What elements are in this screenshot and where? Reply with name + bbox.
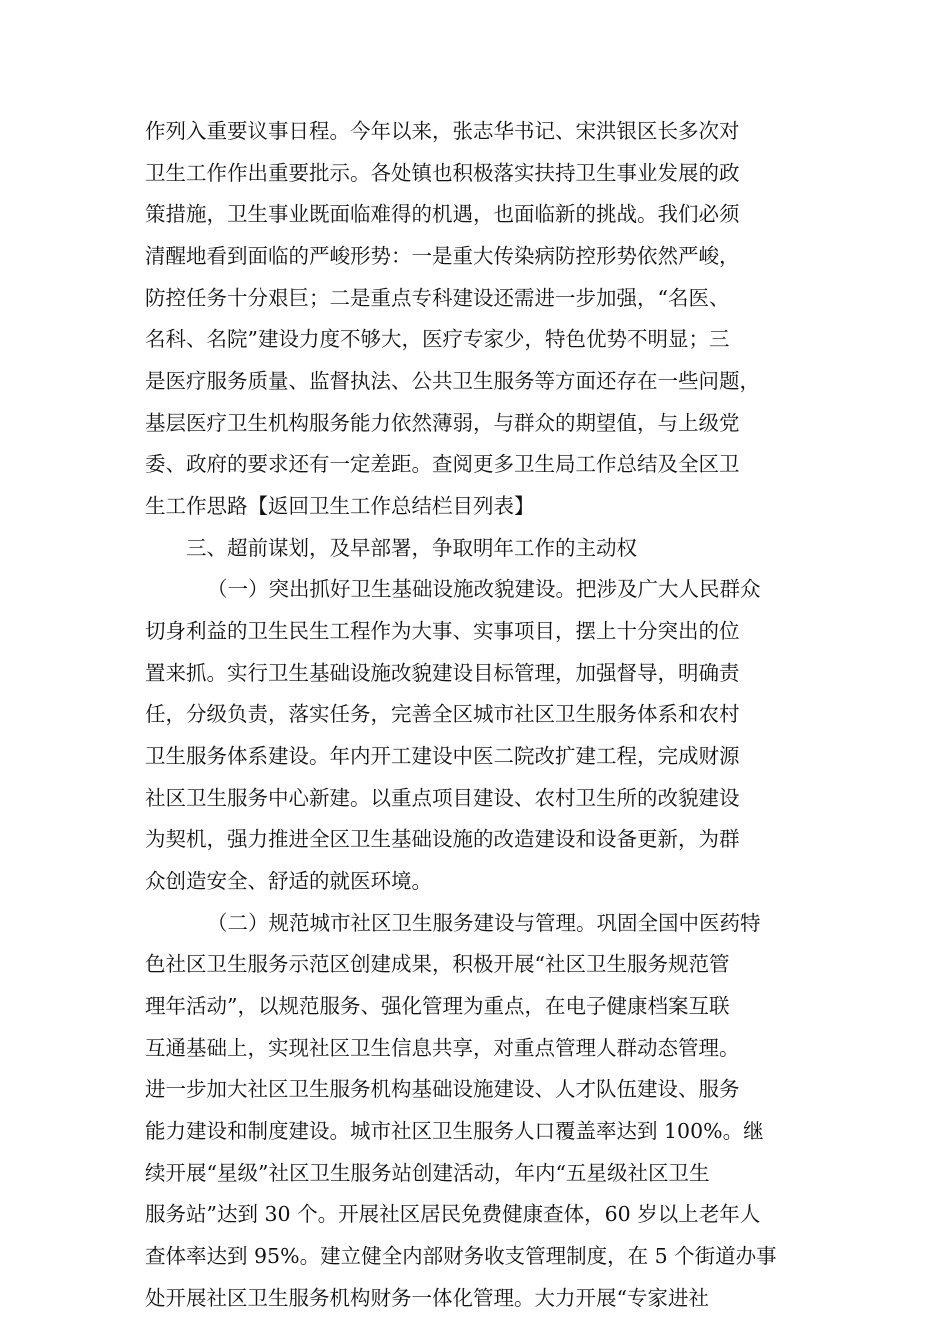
text-line: 任，分级负责，落实任务，完善全区城市社区卫生服务体系和农村 xyxy=(145,702,740,726)
text-line: 卫生工作作出重要批示。各处镇也积极落实扶持卫生事业发展的政 xyxy=(145,161,740,185)
text-line: 清醒地看到面临的严峻形势：一是重大传染病防控形势依然严峻， xyxy=(145,244,740,268)
text-line: 名科、名院”建设力度不够大，医疗专家少，特色优势不明显；三 xyxy=(145,327,730,351)
text-line: 互通基础上，实现社区卫生信息共享，对重点管理人群动态管理。 xyxy=(145,1036,740,1060)
text-line: 防控任务十分艰巨；二是重点专科建设还需进一步加强，“名医、 xyxy=(145,286,730,310)
text-line: 卫生服务体系建设。年内开工建设中医二院改扩建工程，完成财源 xyxy=(145,744,740,768)
text-line: 服务站”达到 30 个。开展社区居民免费健康查体，60 岁以上老年人 xyxy=(145,1202,761,1226)
text-line: 生工作思路【返回卫生工作总结栏目列表】 xyxy=(145,494,535,518)
text-line: 能力建设和制度建设。城市社区卫生服务人口覆盖率达到 100%。继 xyxy=(145,1119,764,1143)
text-line: 作列入重要议事日程。今年以来，张志华书记、宋洪银区长多次对 xyxy=(145,119,740,143)
text-line: 置来抓。实行卫生基础设施改貌建设目标管理，加强督导，明确责 xyxy=(145,661,740,685)
text-line: 理年活动”，以规范服务、强化管理为重点，在电子健康档案互联 xyxy=(145,994,730,1018)
text-line: 是医疗服务质量、监督执法、公共卫生服务等方面还存在一些问题， xyxy=(145,369,760,393)
text-line: 查体率达到 95%。建立健全内部财务收支管理制度，在 5 个街道办事 xyxy=(145,1244,777,1268)
paragraph-start-line: （一）突出抓好卫生基础设施改貌建设。把涉及广大人民群众 xyxy=(207,577,761,601)
text-line: 社区卫生服务中心新建。以重点项目建设、农村卫生所的改貌建设 xyxy=(145,786,740,810)
text-line: 委、政府的要求还有一定差距。查阅更多卫生局工作总结及全区卫 xyxy=(145,452,740,476)
text-line: 色社区卫生服务示范区创建成果，积极开展“社区卫生服务规范管 xyxy=(145,952,730,976)
text-line: 续开展“星级”社区卫生服务站创建活动，年内“五星级社区卫生 xyxy=(145,1161,710,1185)
text-line: 为契机，强力推进全区卫生基础设施的改造建设和设备更新，为群 xyxy=(145,827,740,851)
section-heading: 三、超前谋划，及早部署，争取明年工作的主动权 xyxy=(186,536,637,560)
text-line: 策措施，卫生事业既面临难得的机遇，也面临新的挑战。我们必须 xyxy=(145,202,740,226)
paragraph-start-line: （二）规范城市社区卫生服务建设与管理。巩固全国中医药特 xyxy=(207,911,761,935)
text-line: 基层医疗卫生机构服务能力依然薄弱，与群众的期望值，与上级党 xyxy=(145,411,740,435)
text-line: 切身利益的卫生民生工程作为大事、实事项目，摆上十分突出的位 xyxy=(145,619,740,643)
text-line: 处开展社区卫生服务机构财务一体化管理。大力开展“专家进社 xyxy=(145,1286,709,1310)
text-line: 众创造安全、舒适的就医环境。 xyxy=(145,869,432,893)
text-line: 进一步加大社区卫生服务机构基础设施建设、人才队伍建设、服务 xyxy=(145,1077,740,1101)
